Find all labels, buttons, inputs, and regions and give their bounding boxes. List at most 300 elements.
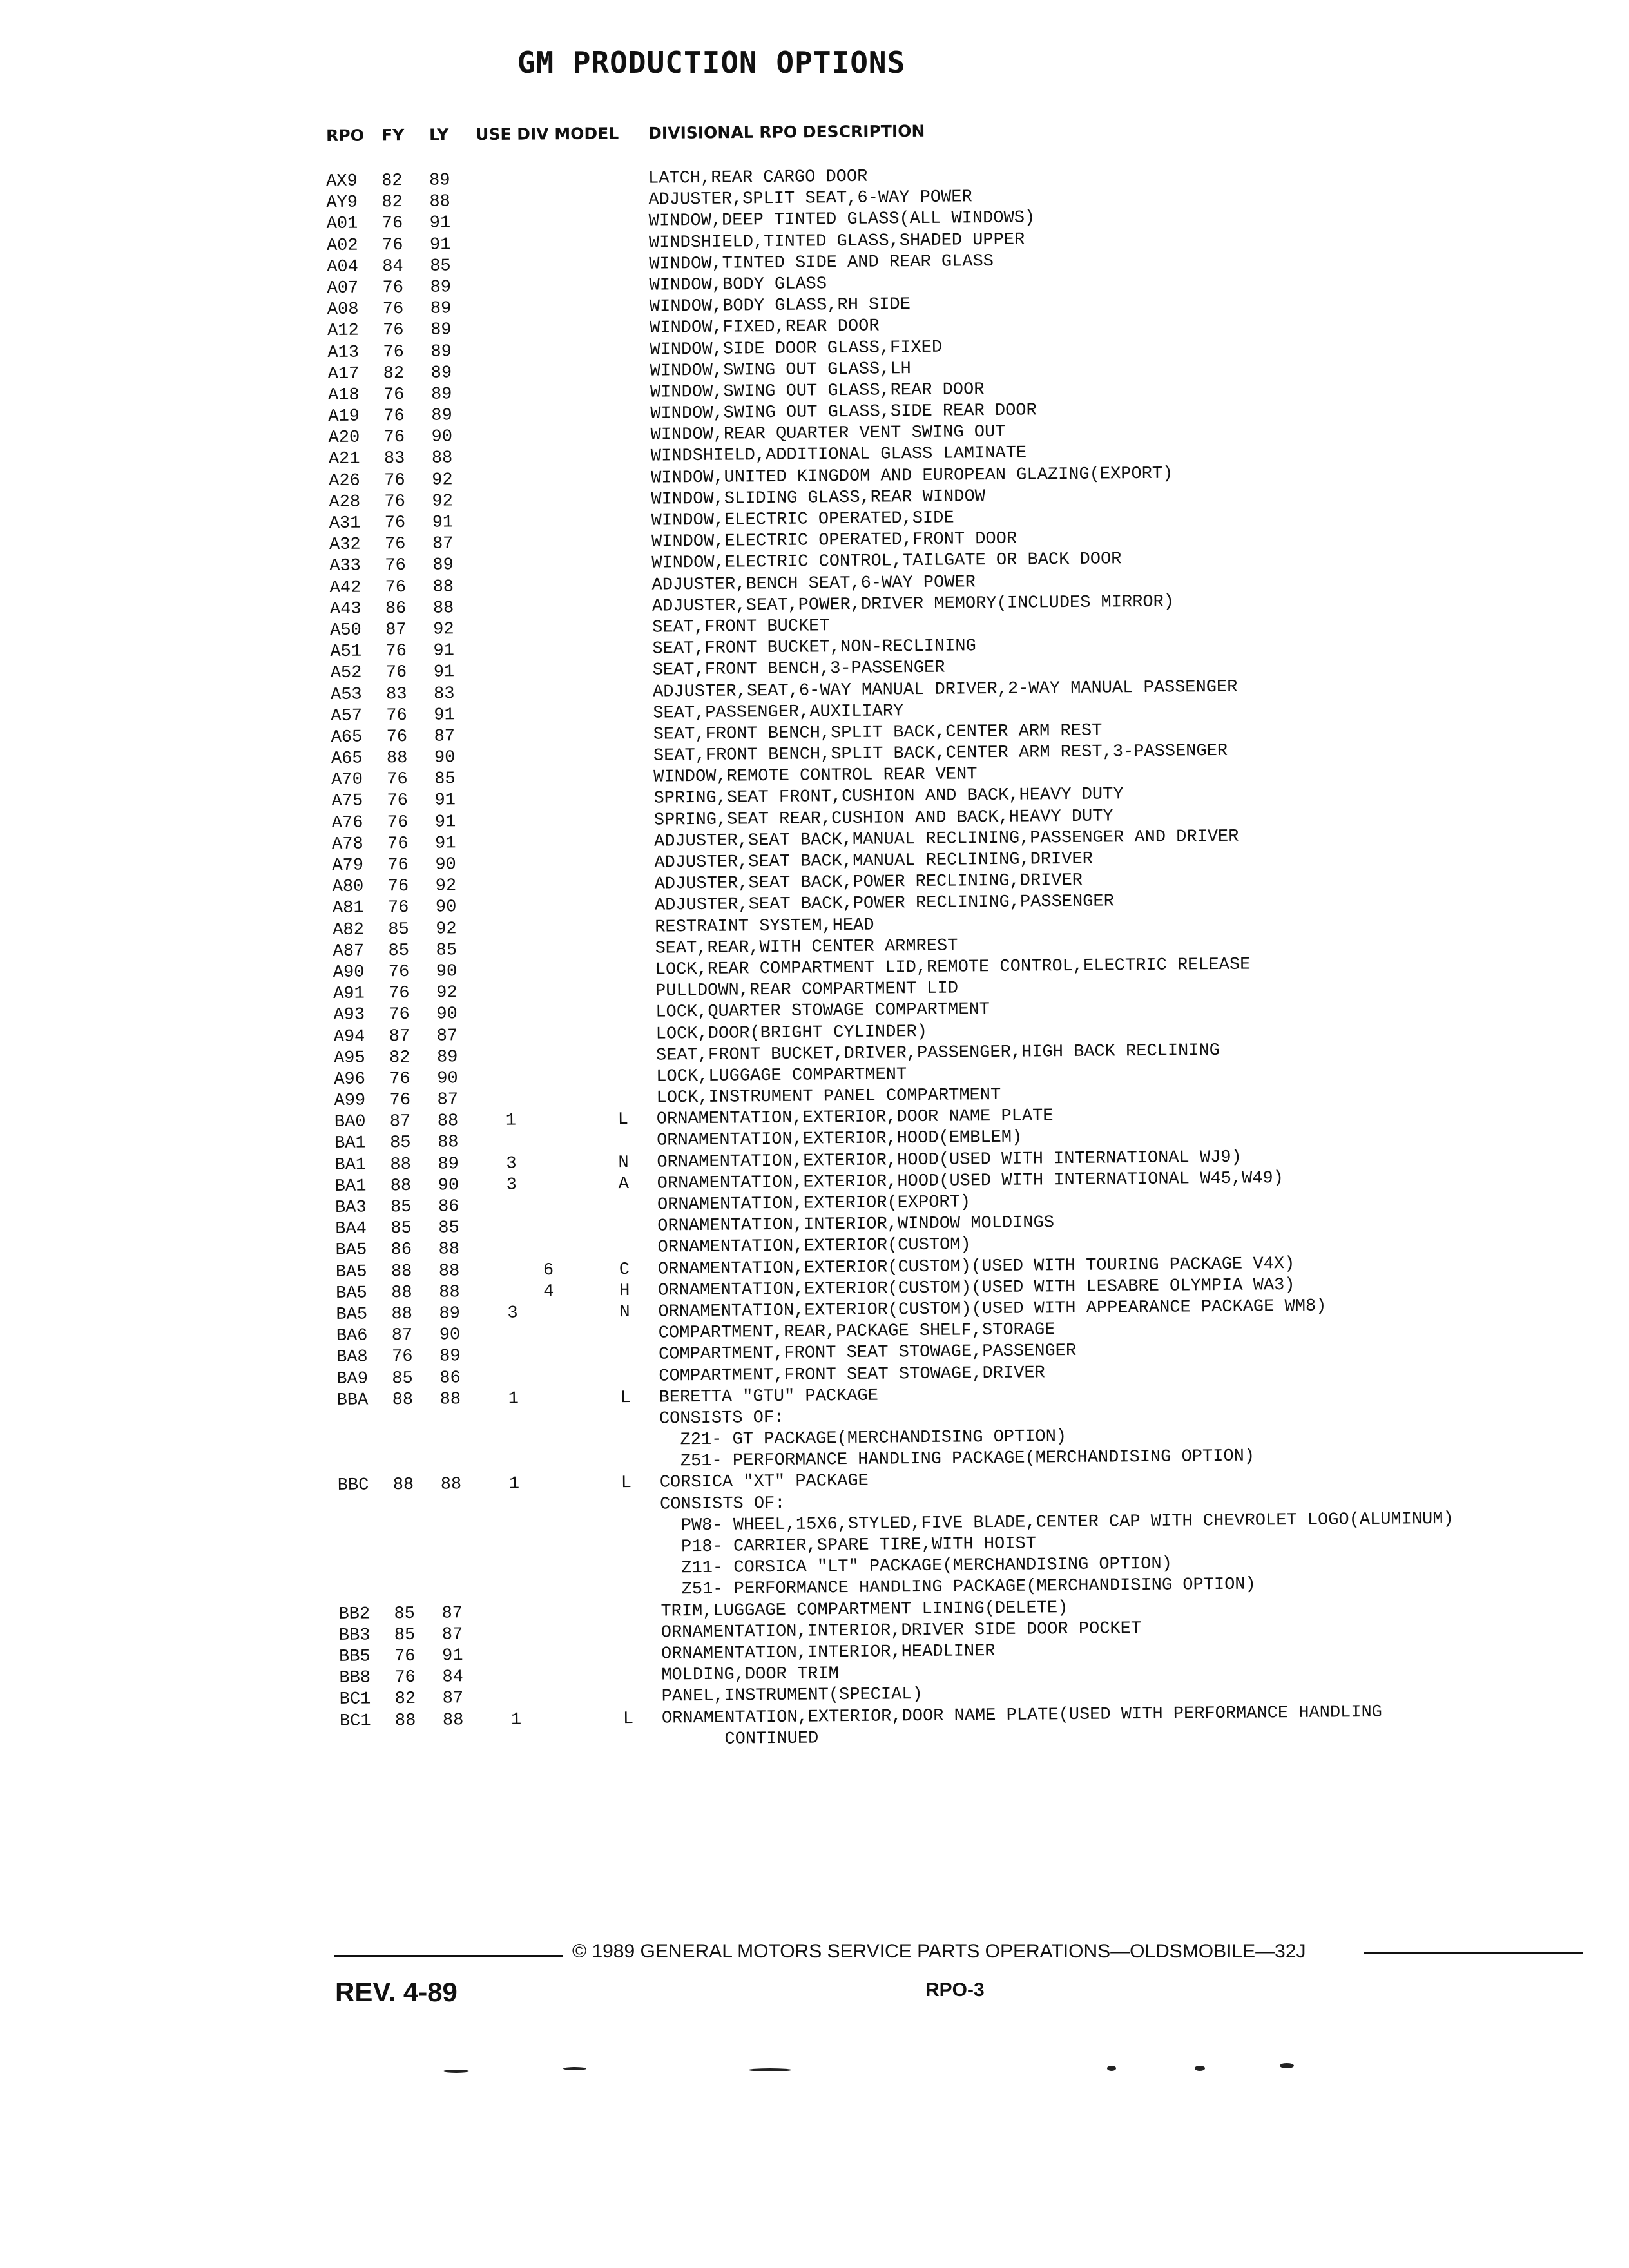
fy-cell: 88 xyxy=(390,1176,412,1196)
fy-cell: 76 xyxy=(385,556,406,576)
use-cell: 1 xyxy=(508,1389,519,1409)
description-cell: ORNAMENTATION,INTERIOR,HEADLINER xyxy=(660,1641,996,1664)
description-cell: SEAT,FRONT BUCKET,DRIVER,PASSENGER,HIGH BACK RECLINING xyxy=(655,1041,1220,1066)
description-cell: PANEL,INSTRUMENT(SPECIAL) xyxy=(661,1685,923,1707)
fy-cell: 76 xyxy=(389,1069,410,1090)
scan-mark xyxy=(1107,2066,1116,2071)
rpo-cell: BBA xyxy=(336,1390,369,1410)
fy-cell: 85 xyxy=(394,1625,416,1645)
header-use-div-model: USE DIV MODEL xyxy=(475,124,619,144)
description-cell: MOLDING,DOOR TRIM xyxy=(661,1664,839,1686)
rpo-cell: A32 xyxy=(329,535,361,555)
rpo-cell: A33 xyxy=(329,556,361,577)
rpo-cell: BB8 xyxy=(339,1668,371,1689)
ly-cell: 89 xyxy=(439,1304,461,1324)
fy-cell: 76 xyxy=(391,1347,413,1367)
header-fy: FY xyxy=(381,126,405,145)
rpo-cell: A99 xyxy=(334,1091,366,1111)
fy-cell: 85 xyxy=(392,1369,413,1389)
ly-cell: 92 xyxy=(432,470,453,490)
fy-cell: 76 xyxy=(384,513,406,533)
description-cell: Z11- CORSICA "LT" PACKAGE(MERCHANDISING OPTION) xyxy=(660,1554,1172,1579)
rpo-cell: BBC xyxy=(337,1475,369,1496)
fy-cell: 82 xyxy=(381,171,403,191)
ly-cell: 90 xyxy=(436,1004,458,1024)
use-cell: 1 xyxy=(508,1474,520,1495)
fy-cell: 85 xyxy=(388,919,409,939)
ly-cell: 88 xyxy=(438,1133,459,1153)
ly-cell: 88 xyxy=(438,1240,460,1260)
ly-cell: 90 xyxy=(438,1176,459,1196)
description-cell: WINDOW,UNITED KINGDOM AND EUROPEAN GLAZING(EXPORT) xyxy=(651,464,1173,488)
rpo-cell: A19 xyxy=(328,407,360,427)
fy-cell: 76 xyxy=(381,235,403,255)
description-cell: ORNAMENTATION,EXTERIOR(CUSTOM)(USED WITH TOURING PACKAGE V4X) xyxy=(657,1254,1295,1280)
ly-cell: 91 xyxy=(434,791,456,811)
rpo-cell: A50 xyxy=(330,620,361,640)
fy-cell: 76 xyxy=(385,642,407,662)
description-cell: Z21- GT PACKAGE(MERCHANDISING OPTION) xyxy=(659,1427,1067,1450)
ly-cell: 85 xyxy=(436,941,458,961)
ly-cell: 90 xyxy=(431,427,453,447)
ly-cell: 89 xyxy=(430,385,452,405)
fy-cell: 76 xyxy=(387,877,409,897)
options-table xyxy=(326,160,1628,1754)
rpo-cell: A53 xyxy=(330,685,362,705)
fy-cell: 76 xyxy=(386,727,408,747)
rpo-cell: AY9 xyxy=(326,193,358,213)
rpo-cell: A42 xyxy=(329,578,361,598)
fy-cell: 76 xyxy=(394,1646,416,1667)
rpo-cell: A51 xyxy=(330,642,362,662)
rpo-cell: A79 xyxy=(332,856,364,876)
rpo-cell: A96 xyxy=(334,1070,366,1090)
rpo-cell: BA5 xyxy=(336,1283,367,1303)
description-cell: ADJUSTER,SEAT BACK,POWER RECLINING,DRIVER xyxy=(654,870,1083,894)
description-cell: ADJUSTER,SEAT BACK,MANUAL RECLINING,DRIVER xyxy=(654,849,1094,873)
fy-cell: 87 xyxy=(389,1026,410,1046)
header-description: DIVISIONAL RPO DESCRIPTION xyxy=(648,121,925,143)
fy-cell: 87 xyxy=(385,620,407,640)
description-cell: BERETTA "GTU" PACKAGE xyxy=(659,1386,879,1408)
rpo-cell: A17 xyxy=(327,364,360,384)
rpo-cell: BA8 xyxy=(336,1347,368,1368)
description-cell: SEAT,FRONT BUCKET,NON-RECLINING xyxy=(652,637,976,659)
fy-cell: 76 xyxy=(383,385,405,405)
fy-cell: 76 xyxy=(383,407,405,427)
description-cell: WINDOW,TINTED SIDE AND REAR GLASS xyxy=(649,251,994,274)
ly-cell: 91 xyxy=(434,812,456,832)
ly-cell: 89 xyxy=(439,1347,461,1367)
rpo-cell: A57 xyxy=(331,706,363,726)
description-cell: WINDSHIELD,ADDITIONAL GLASS LAMINATE xyxy=(650,443,1027,467)
rpo-cell: A28 xyxy=(329,492,361,512)
rpo-cell: BA1 xyxy=(334,1177,367,1196)
ly-cell: 88 xyxy=(432,599,454,619)
ly-cell: 88 xyxy=(432,577,454,597)
description-cell: ADJUSTER,SPLIT SEAT,6-WAY POWER xyxy=(648,187,972,210)
rpo-cell: BC1 xyxy=(339,1689,371,1710)
rpo-cell: BA5 xyxy=(336,1305,368,1325)
fy-cell: 85 xyxy=(390,1219,412,1239)
fy-cell: 88 xyxy=(390,1155,411,1175)
fy-cell: 76 xyxy=(383,342,404,362)
ly-cell: 88 xyxy=(438,1261,460,1282)
rpo-cell: A65 xyxy=(331,727,363,747)
rpo-cell: A26 xyxy=(329,471,360,491)
description-cell: SPRING,SEAT FRONT,CUSHION AND BACK,HEAVY DUTY xyxy=(653,785,1124,809)
fy-cell: 76 xyxy=(386,706,407,726)
ly-cell: 89 xyxy=(430,320,452,340)
description-cell: ADJUSTER,BENCH SEAT,6-WAY POWER xyxy=(651,572,976,595)
fy-cell: 76 xyxy=(385,663,407,683)
ly-cell: 87 xyxy=(437,1090,459,1110)
description-cell: RESTRAINT SYSTEM,HEAD xyxy=(655,916,874,937)
model-cell: L xyxy=(620,1388,631,1408)
rpo-cell: A91 xyxy=(333,984,365,1004)
ly-cell: 90 xyxy=(437,1069,458,1089)
fy-cell: 88 xyxy=(390,1262,412,1282)
fy-cell: 76 xyxy=(389,984,410,1004)
description-cell: WINDOW,REMOTE CONTROL REAR VENT xyxy=(653,765,978,787)
model-cell: L xyxy=(621,1474,632,1494)
description-cell: CONTINUED xyxy=(662,1729,819,1750)
rpo-cell: A87 xyxy=(333,941,365,961)
fy-cell: 76 xyxy=(387,791,409,811)
rpo-cell: A90 xyxy=(333,963,365,983)
page-number: RPO-3 xyxy=(925,1979,985,2001)
ly-cell: 89 xyxy=(436,1047,458,1068)
rpo-cell: BA1 xyxy=(334,1133,366,1154)
rpo-cell: BA3 xyxy=(334,1198,367,1218)
ly-cell: 91 xyxy=(429,213,451,233)
description-cell: ORNAMENTATION,EXTERIOR,DOOR NAME PLATE(USED WITH PERFORMANCE HANDLING xyxy=(661,1702,1383,1729)
description-cell: ORNAMENTATION,EXTERIOR,DOOR NAME PLATE xyxy=(656,1106,1054,1129)
rpo-cell: A94 xyxy=(333,1027,365,1047)
description-cell: WINDOW,SWING OUT GLASS,REAR DOOR xyxy=(650,380,985,403)
description-cell: WINDOW,SIDE DOOR GLASS,FIXED xyxy=(650,338,943,360)
fy-cell: 85 xyxy=(390,1133,411,1153)
description-cell: LOCK,DOOR(BRIGHT CYLINDER) xyxy=(655,1022,928,1044)
ly-cell: 86 xyxy=(439,1368,461,1389)
description-cell: ORNAMENTATION,EXTERIOR,HOOD(USED WITH INTERNATIONAL W45,W49) xyxy=(657,1168,1284,1194)
ly-cell: 85 xyxy=(430,256,451,276)
ly-cell: 89 xyxy=(430,341,452,362)
ly-cell: 89 xyxy=(432,555,454,575)
use-cell: 3 xyxy=(506,1154,517,1174)
model-cell: L xyxy=(622,1709,634,1729)
description-cell: ADJUSTER,SEAT BACK,POWER RECLINING,PASSENGER xyxy=(654,892,1114,916)
fy-cell: 88 xyxy=(391,1304,413,1325)
fy-cell: 85 xyxy=(390,1197,412,1218)
rpo-cell: BB5 xyxy=(338,1647,371,1667)
fy-cell: 76 xyxy=(387,812,409,832)
ly-cell: 84 xyxy=(442,1667,463,1687)
description-cell: ORNAMENTATION,EXTERIOR(CUSTOM) xyxy=(657,1235,971,1258)
fy-cell: 85 xyxy=(388,941,410,961)
header-rpo: RPO xyxy=(326,126,365,145)
div-cell: 4 xyxy=(543,1282,554,1302)
rpo-cell: A12 xyxy=(327,321,359,341)
description-cell: SEAT,PASSENGER,AUXILIARY xyxy=(653,701,904,724)
ly-cell: 83 xyxy=(433,684,455,704)
description-cell: WINDSHIELD,TINTED GLASS,SHADED UPPER xyxy=(648,230,1025,253)
description-cell: ORNAMENTATION,EXTERIOR(EXPORT) xyxy=(657,1193,971,1215)
ly-cell: 89 xyxy=(430,299,452,319)
description-cell: WINDOW,ELECTRIC CONTROL,TAILGATE OR BACK DOOR xyxy=(651,550,1122,573)
rpo-cell: BA1 xyxy=(334,1155,367,1175)
ly-cell: 88 xyxy=(442,1710,464,1731)
rpo-cell: A80 xyxy=(332,877,364,898)
fy-cell: 76 xyxy=(387,855,409,876)
ly-cell: 89 xyxy=(430,363,452,383)
rpo-cell: A76 xyxy=(331,813,363,833)
ly-cell: 90 xyxy=(435,855,456,875)
fy-cell: 76 xyxy=(389,1005,410,1025)
ly-cell: 91 xyxy=(441,1646,463,1666)
ly-cell: 91 xyxy=(429,235,451,255)
rpo-cell: BA5 xyxy=(335,1262,367,1282)
fy-cell: 87 xyxy=(391,1326,413,1346)
use-cell: 1 xyxy=(505,1111,517,1131)
scan-mark xyxy=(443,2070,469,2073)
model-cell: C xyxy=(619,1260,630,1280)
rpo-cell: A13 xyxy=(327,343,360,363)
ly-cell: 88 xyxy=(439,1283,460,1303)
description-cell: WINDOW,DEEP TINTED GLASS(ALL WINDOWS) xyxy=(648,208,1036,232)
ly-cell: 91 xyxy=(433,641,455,661)
ly-cell: 87 xyxy=(441,1624,463,1645)
rpo-cell: A70 xyxy=(331,770,363,791)
rpo-cell: A95 xyxy=(333,1048,365,1068)
header-ly: LY xyxy=(429,125,449,144)
ly-cell: 88 xyxy=(437,1111,459,1131)
description-cell: CONSISTS OF: xyxy=(659,1408,785,1429)
description-cell: LATCH,REAR CARGO DOOR xyxy=(648,167,868,189)
fy-cell: 87 xyxy=(389,1112,411,1132)
rpo-cell: A75 xyxy=(331,791,363,812)
fy-cell: 76 xyxy=(387,770,408,790)
description-cell: ORNAMENTATION,INTERIOR,WINDOW MOLDINGS xyxy=(657,1213,1055,1236)
fy-cell: 88 xyxy=(392,1475,414,1495)
footer-rule-left xyxy=(334,1955,563,1957)
ly-cell: 87 xyxy=(436,1026,458,1046)
description-cell: COMPARTMENT,REAR,PACKAGE SHELF,STORAGE xyxy=(658,1320,1055,1343)
rpo-cell: A08 xyxy=(327,300,359,320)
rpo-cell: BC1 xyxy=(339,1711,371,1731)
fy-cell: 76 xyxy=(383,321,404,341)
rpo-cell: AX9 xyxy=(326,171,358,191)
description-cell: COMPARTMENT,FRONT SEAT STOWAGE,PASSENGER xyxy=(658,1341,1077,1365)
fy-cell: 76 xyxy=(387,898,409,918)
description-cell: Z51- PERFORMANCE HANDLING PACKAGE(MERCHANDISING OPTION) xyxy=(660,1575,1256,1600)
rpo-cell: A20 xyxy=(328,428,360,448)
description-cell: ADJUSTER,SEAT,POWER,DRIVER MEMORY(INCLUDES MIRROR) xyxy=(651,592,1175,617)
ly-cell: 87 xyxy=(434,727,456,747)
footer-rule-right xyxy=(1364,1952,1583,1954)
rpo-cell: A01 xyxy=(326,214,358,235)
ly-cell: 90 xyxy=(435,898,457,918)
fy-cell: 82 xyxy=(383,363,405,383)
rpo-cell: A18 xyxy=(327,385,360,405)
ly-cell: 88 xyxy=(429,192,450,212)
revision-label: REV. 4-89 xyxy=(335,1977,458,2007)
rpo-cell: A65 xyxy=(331,749,363,769)
rpo-cell: A21 xyxy=(328,449,360,470)
model-cell: A xyxy=(618,1174,630,1194)
ly-cell: 89 xyxy=(429,171,450,191)
ly-cell: 88 xyxy=(440,1475,462,1495)
ly-cell: 92 xyxy=(436,919,457,939)
ly-cell: 91 xyxy=(434,834,456,854)
rpo-cell: BA4 xyxy=(335,1219,367,1240)
ly-cell: 89 xyxy=(430,278,452,298)
rpo-cell xyxy=(338,1518,389,1519)
ly-cell: 91 xyxy=(433,662,455,682)
description-cell: SPRING,SEAT REAR,CUSHION AND BACK,HEAVY DUTY xyxy=(653,807,1113,831)
div-cell: 6 xyxy=(543,1260,554,1280)
rpo-cell: A52 xyxy=(330,663,362,684)
description-cell: LOCK,QUARTER STOWAGE COMPARTMENT xyxy=(655,1000,990,1023)
description-cell: Z51- PERFORMANCE HANDLING PACKAGE(MERCHANDISING OPTION) xyxy=(659,1446,1255,1472)
ly-cell: 86 xyxy=(438,1197,459,1217)
description-cell: SEAT,FRONT BUCKET xyxy=(652,617,830,638)
column-header-row xyxy=(326,118,1422,149)
fy-cell: 88 xyxy=(391,1283,412,1303)
description-cell: WINDOW,SWING OUT GLASS,LH xyxy=(650,359,911,381)
ly-cell: 89 xyxy=(438,1154,459,1175)
description-cell: TRIM,LUGGAGE COMPARTMENT LINING(DELETE) xyxy=(660,1598,1068,1622)
description-cell: ADJUSTER,SEAT,6-WAY MANUAL DRIVER,2-WAY MANUAL PASSENGER xyxy=(652,677,1238,702)
description-cell: PW8- WHEEL,15X6,STYLED,FIVE BLADE,CENTER CAP WITH CHEVROLET LOGO(ALUMINUM) xyxy=(660,1509,1454,1536)
ly-cell: 92 xyxy=(433,620,454,640)
fy-cell: 84 xyxy=(382,256,403,276)
rpo-cell: BA6 xyxy=(336,1326,368,1347)
fy-cell: 76 xyxy=(384,535,406,555)
fy-cell: 83 xyxy=(383,449,405,469)
fy-cell: 76 xyxy=(385,577,407,597)
scan-mark xyxy=(1280,2063,1294,2068)
fy-cell: 82 xyxy=(394,1689,416,1709)
rpo-cell: BB3 xyxy=(338,1626,371,1646)
ly-cell: 90 xyxy=(436,962,458,982)
fy-cell: 82 xyxy=(389,1048,410,1068)
fy-cell: 76 xyxy=(382,300,404,320)
description-cell: P18- CARRIER,SPARE TIRE,WITH HOIST xyxy=(660,1534,1037,1557)
rpo-cell: A02 xyxy=(326,236,358,256)
ly-cell: 90 xyxy=(434,748,456,768)
scan-mark xyxy=(563,2067,586,2070)
ly-cell: 87 xyxy=(442,1689,464,1709)
fy-cell: 85 xyxy=(394,1604,416,1624)
description-cell: WINDOW,ELECTRIC OPERATED,SIDE xyxy=(651,508,954,531)
rpo-cell: A43 xyxy=(329,599,361,619)
description-cell: WINDOW,SLIDING GLASS,REAR WINDOW xyxy=(651,486,986,510)
description-cell: ORNAMENTATION,EXTERIOR,HOOD(EMBLEM) xyxy=(657,1128,1023,1151)
description-cell: LOCK,LUGGAGE COMPARTMENT xyxy=(656,1065,907,1087)
description-cell: SEAT,REAR,WITH CENTER ARMREST xyxy=(655,936,958,959)
description-cell: WINDOW,SWING OUT GLASS,SIDE REAR DOOR xyxy=(650,401,1037,424)
ly-cell: 92 xyxy=(436,983,458,1003)
ly-cell: 91 xyxy=(432,513,454,533)
description-cell: ADJUSTER,SEAT BACK,MANUAL RECLINING,PASSENGER AND DRIVER xyxy=(653,827,1239,852)
description-cell: SEAT,FRONT BENCH,3-PASSENGER xyxy=(652,658,945,680)
rpo-cell xyxy=(340,1732,391,1733)
description-cell: COMPARTMENT,FRONT SEAT STOWAGE,DRIVER xyxy=(659,1363,1045,1387)
fy-cell: 86 xyxy=(385,599,407,619)
description-cell: SEAT,FRONT BENCH,SPLIT BACK,CENTER ARM REST,3-PASSENGER xyxy=(653,741,1228,766)
description-cell: ORNAMENTATION,EXTERIOR(CUSTOM)(USED WITH LESABRE OLYMPIA WA3) xyxy=(658,1275,1295,1301)
ly-cell: 92 xyxy=(435,876,457,896)
ly-cell: 89 xyxy=(431,406,452,426)
rpo-cell: BA5 xyxy=(335,1240,367,1261)
use-cell: 3 xyxy=(506,1175,517,1195)
description-cell: ORNAMENTATION,INTERIOR,DRIVER SIDE DOOR POCKET xyxy=(660,1619,1142,1643)
rpo-cell xyxy=(337,1411,389,1412)
ly-cell: 88 xyxy=(439,1389,461,1410)
rpo-cell: BA0 xyxy=(334,1112,366,1133)
fy-cell: 88 xyxy=(386,748,408,769)
fy-cell: 83 xyxy=(385,684,407,704)
description-cell: ORNAMENTATION,EXTERIOR,HOOD(USED WITH INTERNATIONAL WJ9) xyxy=(657,1148,1242,1173)
model-cell: N xyxy=(619,1302,630,1323)
ly-cell: 85 xyxy=(438,1218,459,1238)
fy-cell: 88 xyxy=(392,1390,414,1410)
model-cell: N xyxy=(618,1153,629,1173)
description-cell: ORNAMENTATION,EXTERIOR(CUSTOM)(USED WITH APPEARANCE PACKAGE WM8) xyxy=(658,1296,1327,1322)
description-cell: WINDOW,REAR QUARTER VENT SWING OUT xyxy=(650,423,1006,445)
rpo-cell xyxy=(338,1539,390,1540)
rpo-cell xyxy=(337,1432,389,1433)
fy-cell: 76 xyxy=(389,1090,411,1111)
rpo-cell: BB2 xyxy=(338,1604,371,1624)
description-cell: WINDOW,BODY GLASS,RH SIDE xyxy=(649,295,911,317)
rpo-cell: BA9 xyxy=(336,1369,369,1389)
ly-cell: 90 xyxy=(439,1325,461,1345)
fy-cell: 82 xyxy=(381,193,403,213)
use-cell: 1 xyxy=(510,1709,522,1730)
description-cell: PULLDOWN,REAR COMPARTMENT LID xyxy=(655,979,959,1001)
description-cell: WINDOW,BODY GLASS xyxy=(649,274,827,296)
rpo-cell: A82 xyxy=(333,920,365,940)
page-title: GM PRODUCTION OPTIONS xyxy=(517,45,906,80)
rpo-cell: A78 xyxy=(331,834,363,854)
ly-cell: 87 xyxy=(432,534,454,554)
fy-cell: 76 xyxy=(383,428,405,448)
use-cell: 3 xyxy=(507,1303,518,1323)
ly-cell: 87 xyxy=(441,1603,463,1624)
fy-cell: 76 xyxy=(384,492,406,512)
rpo-cell: A07 xyxy=(327,278,359,298)
description-cell: WINDOW,ELECTRIC OPERATED,FRONT DOOR xyxy=(651,529,1017,552)
model-cell: H xyxy=(619,1281,630,1301)
description-cell: CORSICA "XT" PACKAGE xyxy=(659,1472,869,1493)
rpo-cell: A81 xyxy=(332,898,364,919)
description-cell: LOCK,INSTRUMENT PANEL COMPARTMENT xyxy=(656,1085,1001,1108)
ly-cell: 91 xyxy=(434,705,455,726)
fy-cell: 76 xyxy=(388,962,410,983)
model-cell: L xyxy=(617,1110,629,1130)
scan-mark xyxy=(749,2068,791,2071)
ly-cell: 88 xyxy=(431,448,453,469)
fy-cell: 76 xyxy=(382,278,404,298)
description-cell: LOCK,REAR COMPARTMENT LID,REMOTE CONTROL,ELECTRIC RELEASE xyxy=(655,955,1251,980)
rpo-cell: A31 xyxy=(329,514,361,533)
scan-mark xyxy=(1195,2066,1205,2071)
fy-cell: 76 xyxy=(384,470,405,490)
fy-cell: 76 xyxy=(387,834,409,854)
description-cell: CONSISTS OF: xyxy=(659,1494,786,1515)
